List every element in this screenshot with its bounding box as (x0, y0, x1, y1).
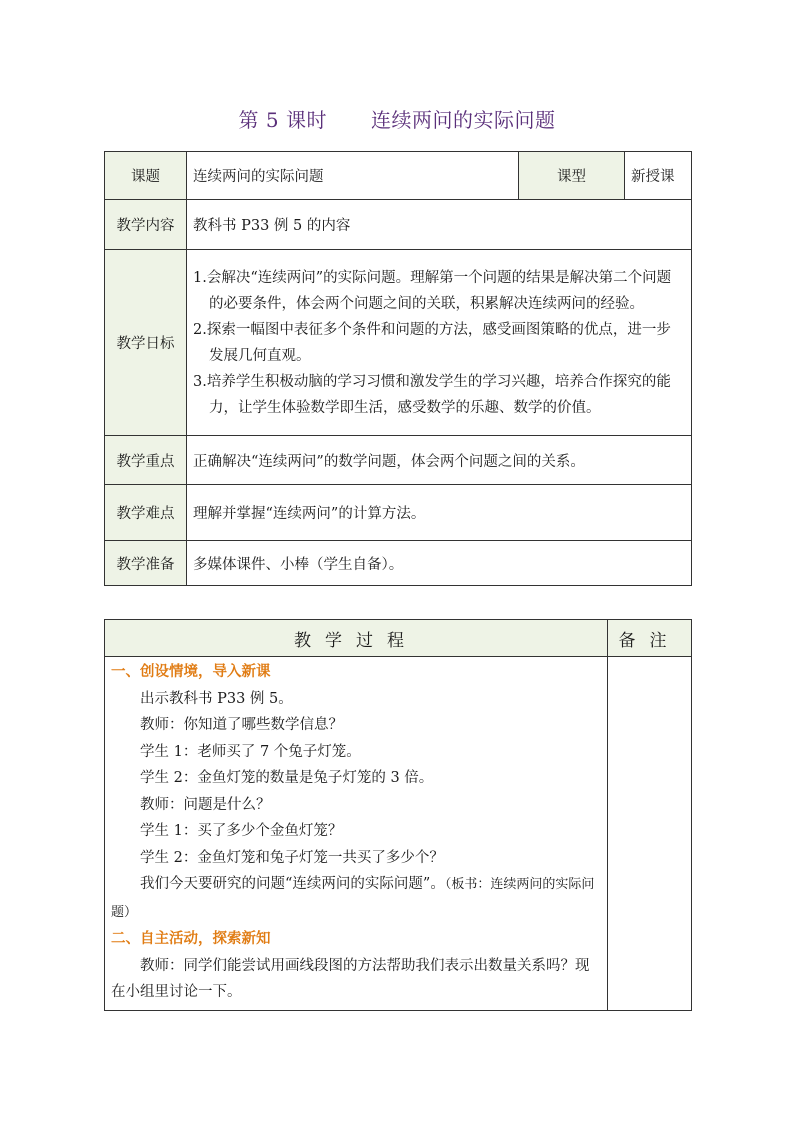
goal-item: 2.探索一幅图中表征多个条件和问题的方法，感受画图策略的优点，进一步发展几何直观。 (193, 322, 671, 364)
topic-row (105, 152, 692, 200)
key-value: 正确解决“连续两问”的数学问题，体会两个问题之间的关系。 (187, 436, 692, 485)
content-value: 教科书 P33 例 5 的内容 (187, 200, 692, 250)
board-note: （板书：连续两问的实际问题） (111, 877, 595, 920)
type-label: 课型 (519, 152, 625, 200)
notes-header: 备注 (608, 620, 692, 657)
key-label: 教学重点 (105, 436, 187, 485)
section-heading: 二、自主活动，探索新知 (111, 930, 271, 947)
content-label: 教学内容 (105, 200, 187, 250)
lesson-topic: 连续两问的实际问题 (370, 108, 556, 132)
section-heading: 一、创设情境，导入新课 (111, 663, 271, 680)
research-text: 我们今天要研究的问题“连续两问的实际问题”。 (140, 876, 445, 892)
process-line: 教师：同学们能尝试用画线段图的方法帮助我们表示出数量关系吗？现在小组里讨论一下。 (111, 957, 590, 1000)
prep-row (105, 541, 692, 586)
lesson-number: 第 5 课时 (238, 108, 327, 132)
difficulty-value: 理解并掌握“连续两问”的计算方法。 (187, 485, 692, 541)
process-body-row (105, 657, 692, 1011)
process-line (111, 871, 601, 926)
process-header-row (105, 620, 692, 657)
prep-label: 教学准备 (105, 541, 187, 586)
process-line: 教师：你知道了哪些数学信息？ (140, 717, 343, 733)
difficulty-label: 教学难点 (105, 485, 187, 541)
key-row (105, 436, 692, 485)
goal-item: 1.会解决“连续两问”的实际问题。理解第一个问题的结果是解决第二个问题的必要条件，体会两个问题之间的关联，积累解决连续两问的经验。 (193, 270, 672, 312)
process-header: 教学过程 (105, 620, 608, 657)
process-line: 学生 1：老师买了 7 个兔子灯笼。 (140, 743, 361, 760)
goals-row (105, 250, 692, 436)
notes-cell (608, 657, 692, 1011)
goal-item: 3.培养学生积极动脑的学习习惯和激发学生的学习兴趣，培养合作探究的能力，让学生体验数学即生活，感受数学的乐趣、数学的价值。 (193, 374, 671, 416)
process-line: 教师：问题是什么？ (140, 796, 271, 813)
process-body (105, 657, 608, 1011)
goals-label: 教学日标 (105, 250, 187, 436)
type-value: 新授课 (625, 152, 692, 200)
content-row (105, 200, 692, 250)
process-line: 学生 2：金鱼灯笼和兔子灯笼一共买了多少个？ (140, 849, 444, 866)
process-line: 出示教科书 P33 例 5。 (140, 690, 293, 707)
prep-value: 多媒体课件、小棒（学生自备）。 (187, 541, 692, 586)
goals-list (187, 250, 692, 436)
page-title (0, 104, 794, 133)
lesson-info-table (104, 151, 692, 586)
topic-label: 课题 (105, 152, 187, 200)
process-table (104, 619, 692, 1011)
difficulty-row (105, 485, 692, 541)
topic-value: 连续两问的实际问题 (187, 152, 519, 200)
process-line: 学生 2：金鱼灯笼的数量是兔子灯笼的 3 倍。 (140, 770, 434, 786)
process-line: 学生 1：买了多少个金鱼灯笼？ (140, 823, 343, 839)
